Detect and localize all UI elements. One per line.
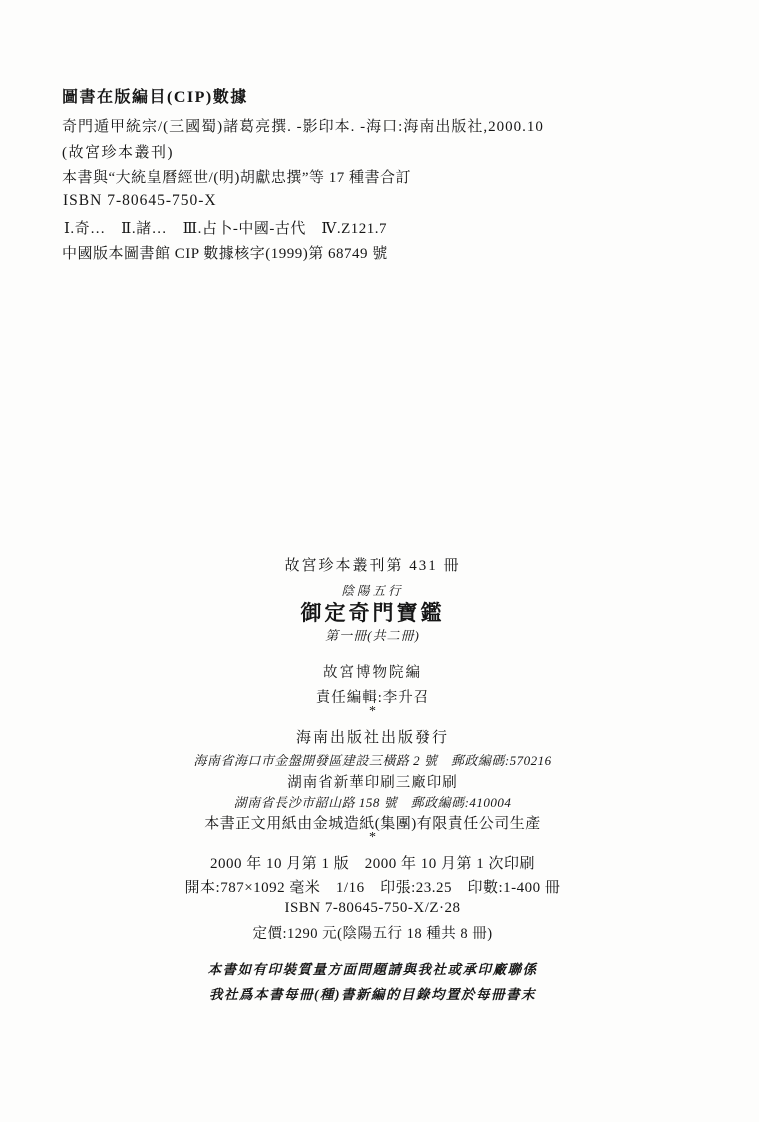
catalog-notice-line: 我社爲本書每冊(種)書新編的目錄均置於每冊書末 — [209, 987, 536, 1002]
printer-address-line: 湖南省長沙市韶山路 158 號 郵政編碼:410004 — [233, 795, 512, 810]
publisher-address-line: 海南省海口市金盤開發區建設三橫路 2 號 郵政編碼:570216 — [193, 753, 552, 768]
isbn-line: ISBN 7-80645-750-X/Z·28 — [284, 900, 461, 916]
asterisk-separator: * — [369, 704, 376, 719]
price-line: 定價:1290 元(陰陽五行 18 種共 8 冊) — [252, 926, 493, 942]
volume-label: 第一冊(共二冊) — [325, 628, 420, 643]
cip-heading: 圖書在版編目(CIP)數據 — [62, 89, 248, 106]
edition-line: 2000 年 10 月第 1 版 2000 年 10 月第 1 次印刷 — [209, 856, 535, 872]
publisher-line: 海南出版社出版發行 — [295, 730, 449, 746]
responsible-editor-line: 責任編輯:李升召 — [315, 690, 430, 706]
asterisk-separator: * — [369, 830, 376, 845]
category-label: 陰陽五行 — [341, 584, 404, 598]
cip-line-record-number: 中國版本圖書館 CIP 數據核字(1999)第 68749 號 — [62, 246, 388, 262]
book-title: 御定奇門寶鑑 — [300, 601, 445, 625]
cip-line-isbn: ISBN 7-80645-750-X — [63, 192, 217, 209]
format-line: 開本:787×1092 毫米 1/16 印張:23.25 印數:1-400 冊 — [184, 880, 561, 896]
series-title: 故宮珍本叢刊第 431 冊 — [284, 558, 461, 574]
cip-line-series: (故宮珍本叢刊) — [62, 145, 174, 161]
editor-line: 故宮博物院編 — [323, 665, 422, 681]
cip-line-classification: Ⅰ.奇… Ⅱ.諸… Ⅲ.占卜-中國-古代 Ⅳ.Z121.7 — [64, 221, 387, 237]
cip-line-bibliography: 奇門遁甲統宗/(三國蜀)諸葛亮撰. -影印本. -海口:海南出版社,2000.10 — [62, 119, 544, 135]
printer-line: 湖南省新華印刷三廠印刷 — [287, 775, 458, 791]
paper-note-line: 本書正文用紙由金城造紙(集團)有限責任公司生產 — [204, 816, 541, 832]
quality-notice-line: 本書如有印裝質量方面問題請與我社或承印廠聯係 — [207, 962, 538, 977]
cip-line-combined-note: 本書與“大統皇曆經世/(明)胡獻忠撰”等 17 種書合訂 — [62, 170, 411, 186]
